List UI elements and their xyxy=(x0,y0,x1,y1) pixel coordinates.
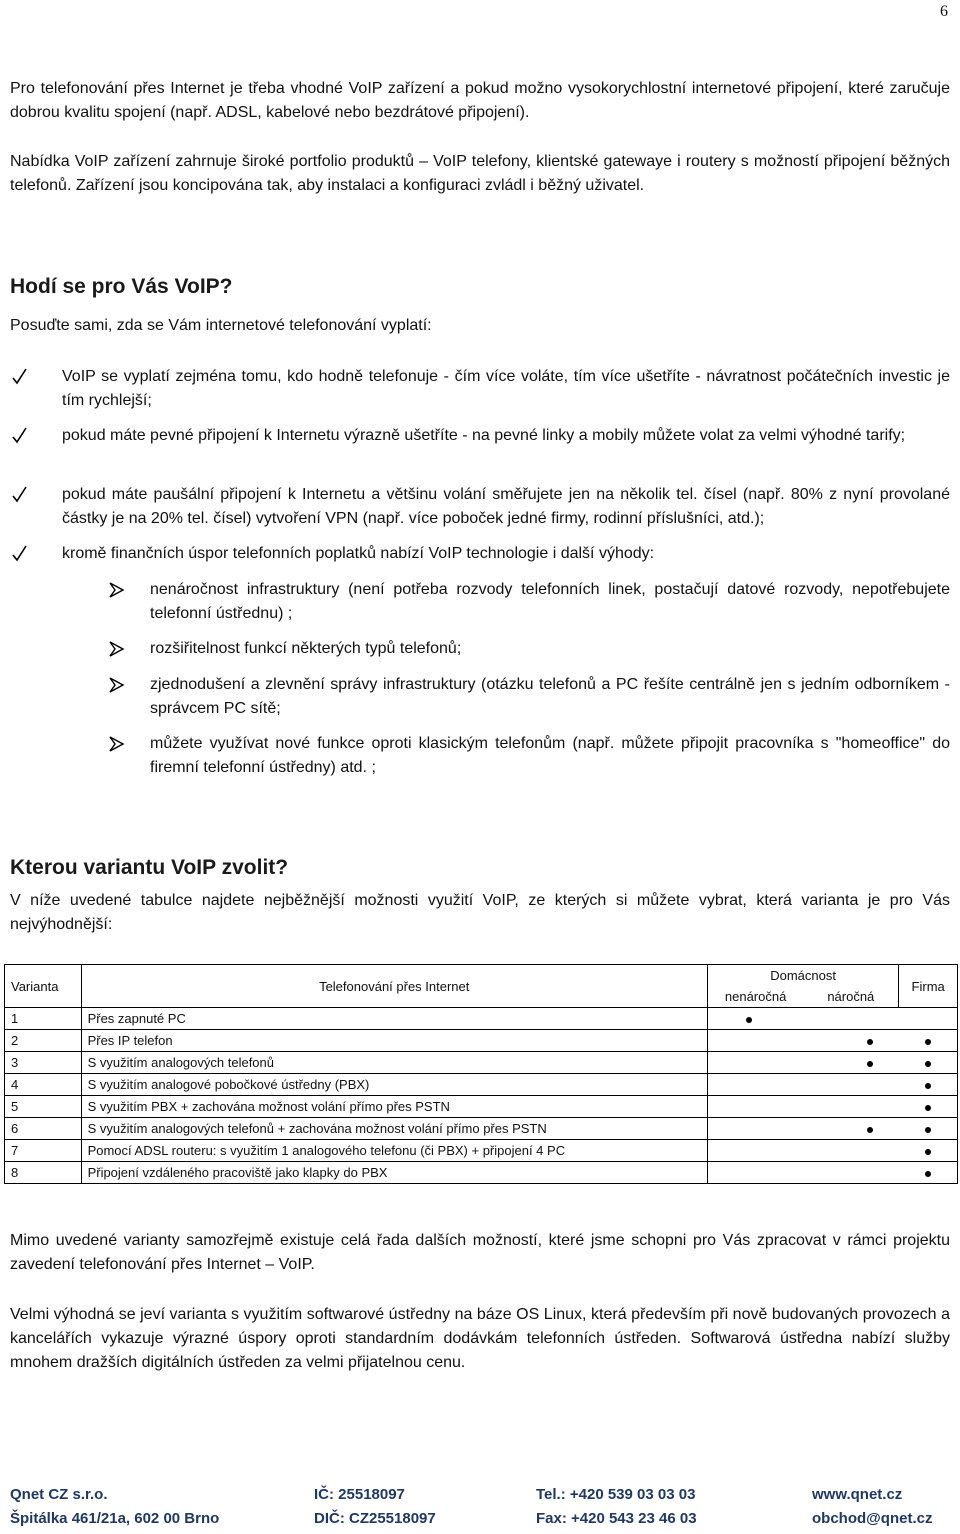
closing-paragraph-2: Velmi výhodná se jeví varianta s využitím softwarové ústředny na báze OS Linux, která především při nově budovaných provozech a kancelářích vykazuje výrazné úspory oproti standardním dodávkám telefonních ústředen. Softwarová ústředna nabízí služby mnohem dražších digitálních ústředen za velmi přijatelnou cenu. xyxy=(10,1306,950,1371)
cell-demanding xyxy=(707,1052,898,1074)
arrowhead-icon xyxy=(108,676,126,694)
header-demanding: náročná xyxy=(803,986,899,1008)
cell-number: 6 xyxy=(5,1118,82,1140)
checkmark-icon xyxy=(10,365,30,389)
header-undemanding: nenáročná xyxy=(707,986,803,1008)
arrow-list-item xyxy=(108,673,950,721)
cell-company xyxy=(899,1140,958,1162)
table-row xyxy=(5,1140,958,1162)
cell-household xyxy=(707,1096,898,1118)
bullet-dot xyxy=(925,1039,931,1045)
bullet-dot xyxy=(925,1171,931,1177)
cell-household xyxy=(707,1140,898,1162)
cell-company xyxy=(899,1118,958,1140)
checkmark-icon xyxy=(10,424,30,448)
intro-paragraph-1: Pro telefonování přes Internet je třeba vhodné VoIP zařízení a pokud možno vysokorychlostní internetové připojení, které zaručuje dobrou kvalitu spojení (např. ADSL, kabelové nebo bezdrátové připojení). xyxy=(10,80,950,121)
cell-description: S využitím analogové pobočkové ústředny (PBX) xyxy=(81,1074,707,1096)
cell-company xyxy=(899,1096,958,1118)
bullet-dot xyxy=(925,1127,931,1133)
footer-fax: Fax: +420 543 23 46 03 xyxy=(536,1510,697,1527)
bullet-dot xyxy=(925,1105,931,1111)
check-list-item xyxy=(10,542,950,566)
cell-number: 1 xyxy=(5,1008,82,1030)
cell-description: Přes zapnuté PC xyxy=(81,1008,707,1030)
table-row xyxy=(5,1052,958,1074)
table-row xyxy=(5,1074,958,1096)
bullet-dot xyxy=(925,1061,931,1067)
intro-paragraph-2: Nabídka VoIP zařízení zahrnuje široké portfolio produktů – VoIP telefony, klientské gatewaye i routery s možností připojení běžných telefonů. Zařízení jsou koncipována tak, aby instalaci a konfiguraci zvládl i běžný uživatel. xyxy=(10,153,950,194)
cell-number: 7 xyxy=(5,1140,82,1162)
arrow-list-item xyxy=(108,637,950,661)
arrow-item-text: zjednodušení a zlevnění správy infrastruktury (otázku telefonů a PC řešíte centrálně jen s jedním odborníkem - správcem PC sítě; xyxy=(150,676,950,717)
footer-web[interactable]: www.qnet.cz xyxy=(812,1486,903,1503)
checkmark-icon xyxy=(10,542,30,566)
cell-company xyxy=(899,1074,958,1096)
footer-tel: Tel.: +420 539 03 03 03 xyxy=(536,1486,696,1503)
closing-paragraph-1: Mimo uvedené varianty samozřejmě existuje celá řada dalších možností, které jsme schopni pro Vás zpracovat v rámci projektu zavedení telefonování přes Internet – VoIP. xyxy=(10,1232,950,1273)
cell-household xyxy=(707,1162,898,1184)
cell-description: S využitím PBX + zachována možnost volání přímo přes PSTN xyxy=(81,1096,707,1118)
cell-number: 8 xyxy=(5,1162,82,1184)
cell-description: Připojení vzdáleného pracoviště jako klapky do PBX xyxy=(81,1162,707,1184)
cell-number: 3 xyxy=(5,1052,82,1074)
header-company: Firma xyxy=(899,965,958,1008)
cell-company xyxy=(899,1008,958,1030)
cell-household xyxy=(707,1074,898,1096)
cell-description: S využitím analogových telefonů + zachována možnost volání přímo přes PSTN xyxy=(81,1118,707,1140)
table-row xyxy=(5,1096,958,1118)
bullet-dot xyxy=(867,1127,873,1133)
check-item-text: pokud máte paušální připojení k Internetu a většinu volání směřujete jen na několik tel. čísel (např. 80% z nyní provolané částky je na 20% tel. čísel) vytvoření VPN (např. více poboček jedné firmy, rodinní příslušníci, atd.); xyxy=(62,486,950,527)
arrow-item-text: můžete využívat nové funkce oproti klasickým telefonům (např. můžete připojit pracovníka s "homeoffice" do firemní telefonní ústředny) atd. ; xyxy=(150,735,950,776)
bullet-dot xyxy=(867,1039,873,1045)
footer-email[interactable]: obchod@qnet.cz xyxy=(812,1510,933,1527)
page-number: 6 xyxy=(940,3,948,20)
cell-description: Pomocí ADSL routeru: s využitím 1 analogového telefonu (či PBX) + připojení 4 PC xyxy=(81,1140,707,1162)
check-item-text: VoIP se vyplatí zejména tomu, kdo hodně telefonuje - čím více voláte, tím více ušetříte - návratnost počátečních investic je tím rychlejší; xyxy=(62,368,950,409)
cell-description: S využitím analogových telefonů xyxy=(81,1052,707,1074)
footer-ico: IČ: 25518097 xyxy=(314,1486,405,1503)
section-heading-which-variant: Kterou variantu VoIP zvolit? xyxy=(10,856,289,879)
check-item-text: kromě finančních úspor telefonních poplatků nabízí VoIP technologie i další výhody: xyxy=(62,545,655,562)
cell-undemanding xyxy=(707,1008,898,1030)
cell-demanding xyxy=(707,1118,898,1140)
footer-dic: DIČ: CZ25518097 xyxy=(314,1510,436,1527)
cell-number: 5 xyxy=(5,1096,82,1118)
bullet-dot xyxy=(746,1017,752,1023)
section-heading-voip-suitability: Hodí se pro Vás VoIP? xyxy=(10,275,233,298)
table-row xyxy=(5,1118,958,1140)
arrow-item-text: rozšiřitelnost funkcí některých typů telefonů; xyxy=(150,640,462,657)
check-item-text: pokud máte pevné připojení k Internetu výrazně ušetříte - na pevné linky a mobily můžete volat za velmi výhodné tarify; xyxy=(62,427,906,444)
footer-address: Špitálka 461/21a, 602 00 Brno xyxy=(10,1510,220,1527)
bullet-dot xyxy=(867,1061,873,1067)
header-household: Domácnost xyxy=(707,965,898,987)
table-row xyxy=(5,1008,958,1030)
section-lead: Posuďte sami, zda se Vám internetové telefonování vyplatí: xyxy=(10,317,432,334)
cell-number: 2 xyxy=(5,1030,82,1052)
cell-company xyxy=(899,1162,958,1184)
table-header-row xyxy=(5,965,958,987)
cell-company xyxy=(899,1052,958,1074)
arrow-item-text: nenáročnost infrastruktury (není potřeba rozvody telefonních linek, postačují datové rozvody, nepotřebujete telefonní ústřednu) ; xyxy=(150,581,950,622)
section-lead: V níže uvedené tabulce najdete nejběžnější možnosti využití VoIP, ze kterých si můžete vybrat, která varianta je pro Vás nejvýhodnější: xyxy=(10,892,950,933)
table-row xyxy=(5,1030,958,1052)
arrow-list-item xyxy=(108,732,950,780)
cell-company xyxy=(899,1030,958,1052)
footer xyxy=(10,1486,960,1534)
bullet-dot xyxy=(925,1083,931,1089)
header-description: Telefonování přes Internet xyxy=(81,965,707,1008)
arrowhead-icon xyxy=(108,735,126,753)
arrowhead-icon xyxy=(108,581,126,599)
cell-demanding xyxy=(707,1030,898,1052)
arrowhead-icon xyxy=(108,640,126,658)
arrow-list-item xyxy=(108,578,950,626)
cell-description: Přes IP telefon xyxy=(81,1030,707,1052)
bullet-dot xyxy=(925,1149,931,1155)
checkmark-icon xyxy=(10,483,30,507)
table-row xyxy=(5,1162,958,1184)
variants-table xyxy=(4,964,958,1184)
footer-company: Qnet CZ s.r.o. xyxy=(10,1486,108,1503)
header-variant: Varianta xyxy=(5,965,82,1008)
check-list-item xyxy=(10,424,950,448)
check-list-item xyxy=(10,483,950,531)
check-list-item xyxy=(10,365,950,413)
cell-number: 4 xyxy=(5,1074,82,1096)
